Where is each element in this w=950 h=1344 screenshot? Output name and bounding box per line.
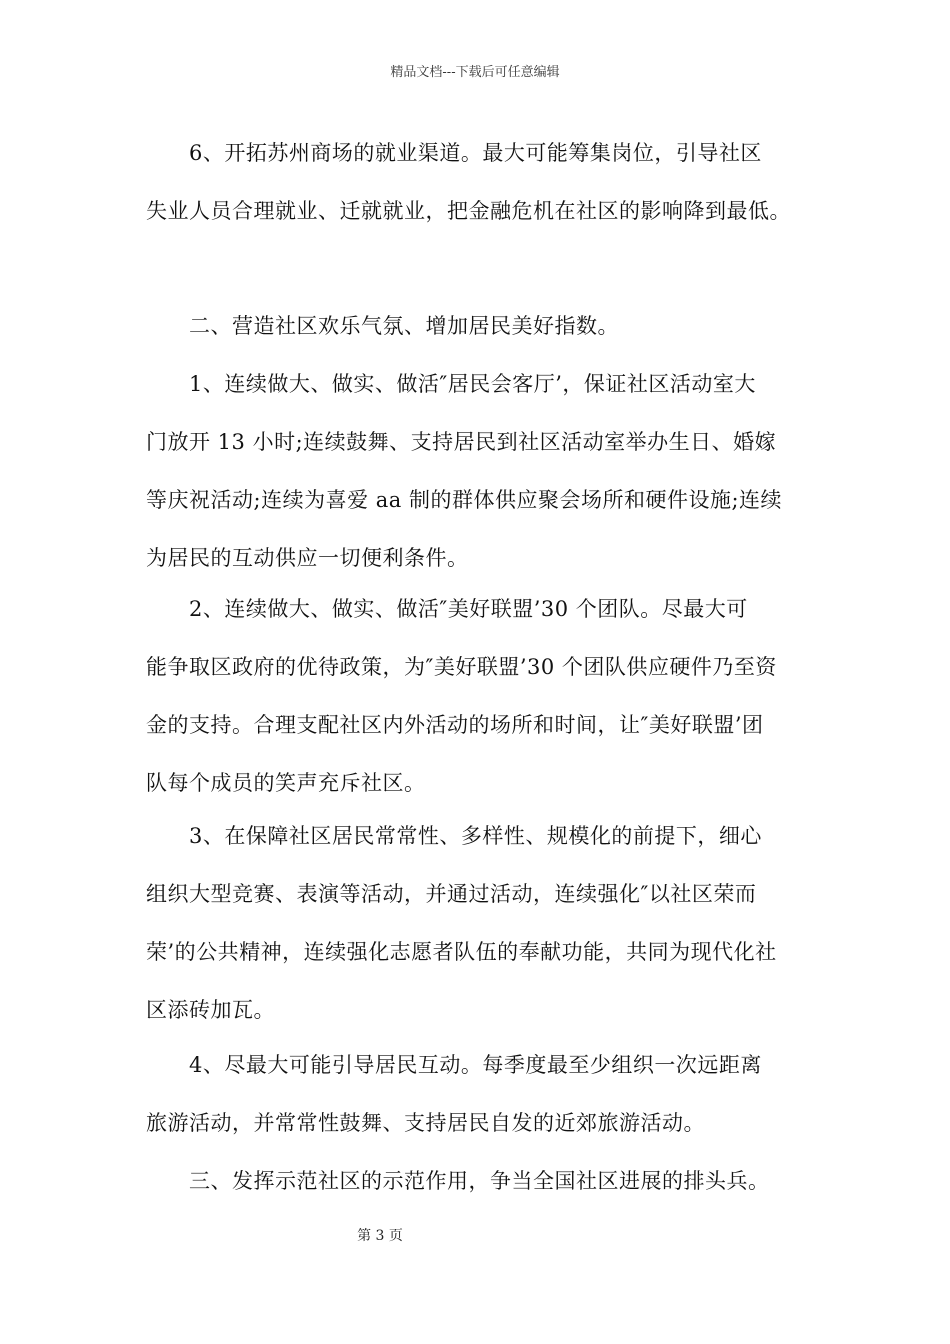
paragraph-item-3 xyxy=(146,807,826,1039)
text-line: 队每个成员的笑声充斥社区。 xyxy=(146,771,426,795)
section-heading-2 xyxy=(146,297,826,355)
text-line: 3、在保障社区居民常常性、多样性、规模化的前提下，细心 xyxy=(146,824,762,848)
text-line: 二、营造社区欢乐气氛、增加居民美好指数。 xyxy=(146,314,619,338)
page-number: 第 3 页 xyxy=(357,1228,403,1244)
page-header: 精品文档---下载后可任意编辑 xyxy=(390,65,560,80)
text-line: 门放开 13 小时;连续鼓舞、支持居民到社区活动室举办生日、婚嫁 xyxy=(146,430,777,454)
text-line: 1、连续做大、做实、做活″居民会客厅’，保证社区活动室大 xyxy=(146,372,756,396)
text-line: 金的支持。合理支配社区内外活动的场所和时间，让″美好联盟’团 xyxy=(146,713,764,737)
text-line: 荣’的公共精神，连续强化志愿者队伍的奉献功能，共同为现代化社 xyxy=(146,940,777,964)
text-line: 三、发挥示范社区的示范作用，争当全国社区进展的排头兵。 xyxy=(146,1169,770,1193)
paragraph-item-1 xyxy=(146,355,826,587)
paragraph-item-2 xyxy=(146,580,826,812)
text-line: 失业人员合理就业、迁就就业，把金融危机在社区的影响降到最低。 xyxy=(146,199,791,223)
text-line: 区添砖加瓦。 xyxy=(146,998,275,1022)
text-line: 等庆祝活动;连续为喜爱 aa 制的群体供应聚会场所和硬件设施;连续 xyxy=(146,488,783,512)
text-line: 能争取区政府的优待政策，为″美好联盟’30 个团队供应硬件乃至资 xyxy=(146,655,777,679)
text-line: 组织大型竞赛、表演等活动，并通过活动，连续强化″以社区荣而 xyxy=(146,882,757,906)
section-heading-3 xyxy=(146,1152,826,1210)
text-line: 6、开拓苏州商场的就业渠道。最大可能筹集岗位，引导社区 xyxy=(146,141,762,165)
paragraph-item-4 xyxy=(146,1036,826,1152)
text-line: 为居民的互动供应一切便利条件。 xyxy=(146,546,469,570)
text-line: 4、尽最大可能引导居民互动。每季度最至少组织一次远距离 xyxy=(146,1053,762,1077)
text-line: 2、连续做大、做实、做活″美好联盟’30 个团队。尽最大可 xyxy=(146,597,748,621)
text-line: 旅游活动，并常常性鼓舞、支持居民自发的近郊旅游活动。 xyxy=(146,1111,705,1135)
paragraph-item-6 xyxy=(146,124,826,240)
